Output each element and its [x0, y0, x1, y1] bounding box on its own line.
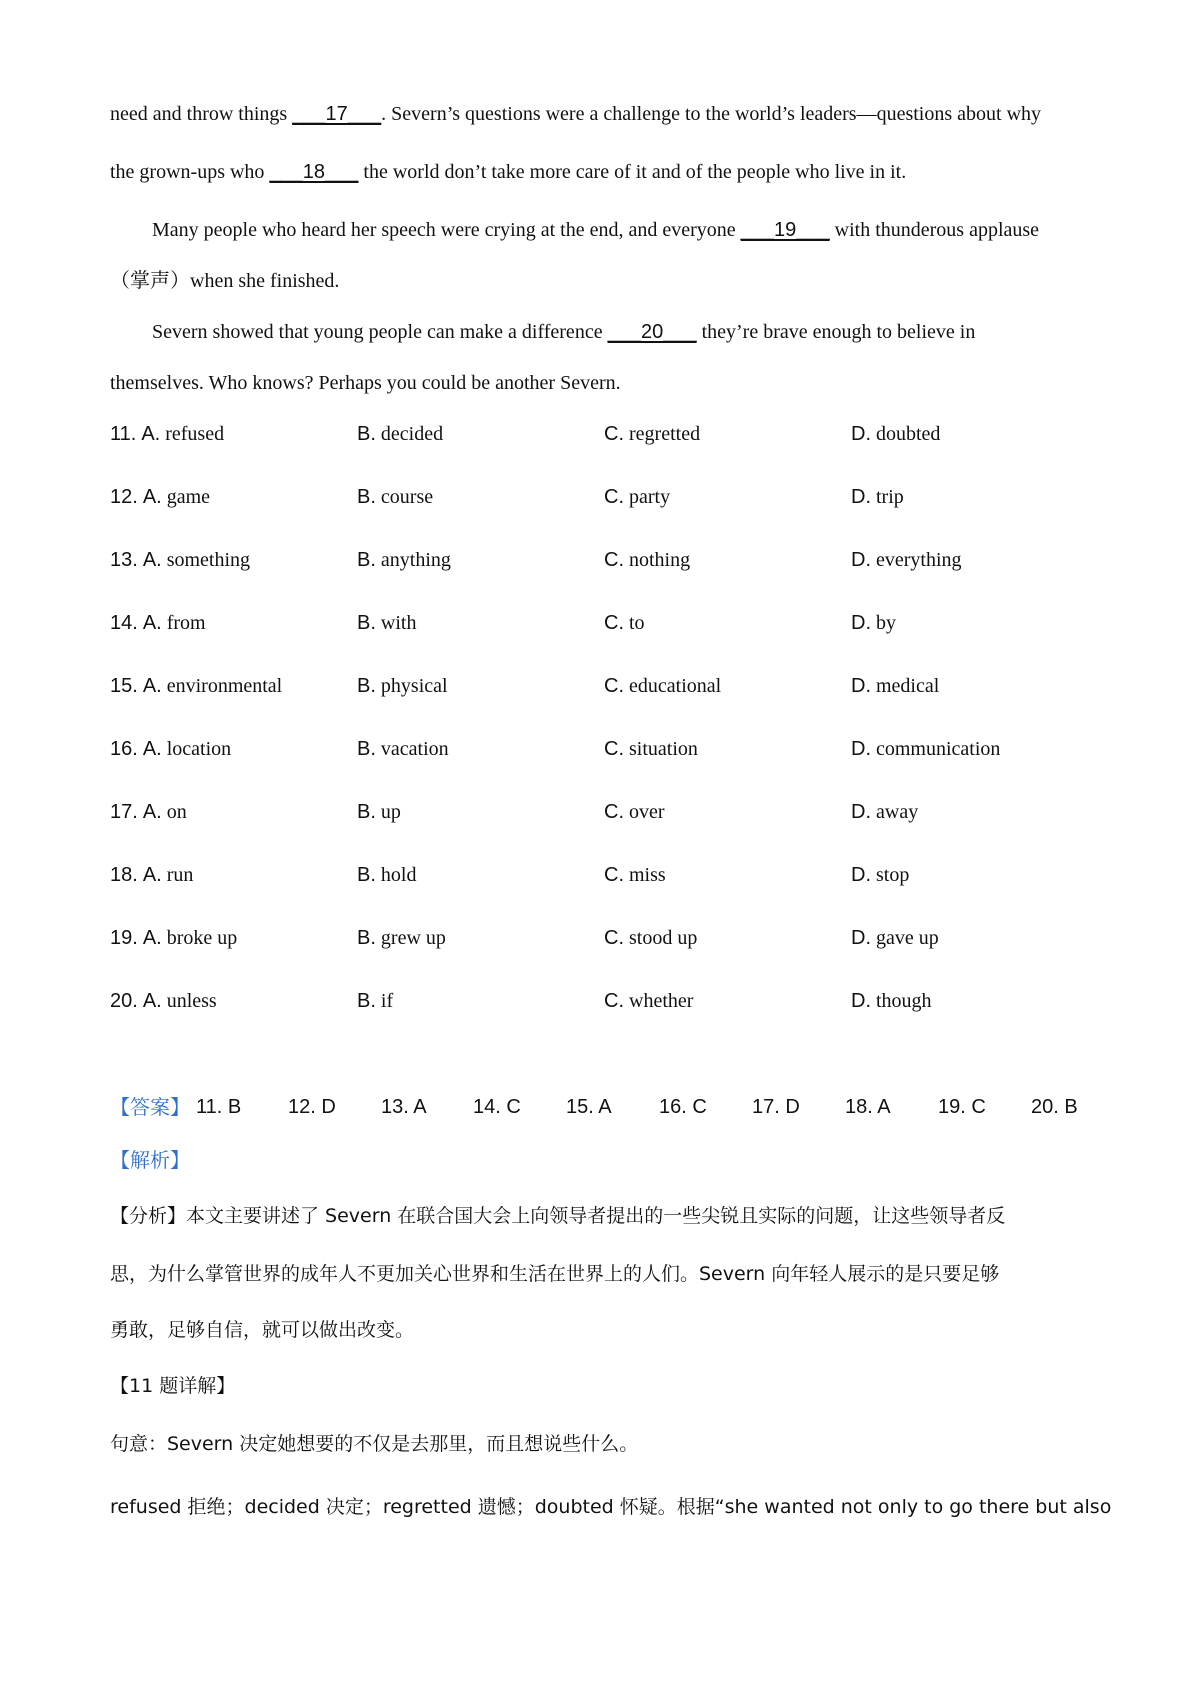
- option-text: stood up: [629, 927, 698, 949]
- option-text: nothing: [629, 549, 691, 571]
- question-row: [110, 924, 1110, 952]
- question-row: [110, 546, 1110, 574]
- option-letter: C.: [604, 864, 624, 886]
- option-text: over: [629, 801, 665, 823]
- answer-item: 13. A: [381, 1096, 427, 1118]
- option-c: [604, 546, 690, 574]
- answer-item: 19. C: [938, 1096, 986, 1118]
- option-text: party: [629, 486, 671, 508]
- option-letter: A.: [142, 927, 162, 949]
- question-number: 15.: [110, 675, 138, 697]
- option-text: communication: [876, 738, 1001, 760]
- option-text: educational: [629, 675, 722, 697]
- option-letter: B.: [357, 486, 376, 508]
- analysis-text: 勇敢，足够自信，就可以做出改变。: [110, 1319, 415, 1341]
- answer-item: 12. D: [288, 1096, 336, 1118]
- option-letter: A.: [142, 801, 162, 823]
- answer-item: 15. A: [566, 1096, 612, 1118]
- option-a: [110, 798, 187, 826]
- sentence-meaning: 句意：Severn 决定她想要的不仅是去那里，而且想说些什么。: [110, 1433, 639, 1455]
- option-letter: D.: [851, 486, 871, 508]
- passage-line: [110, 266, 339, 295]
- option-a: [110, 483, 210, 511]
- option-text: run: [166, 864, 194, 886]
- question-number: 16.: [110, 738, 138, 760]
- option-a: [110, 546, 250, 574]
- option-c: [604, 924, 697, 952]
- option-letter: D.: [851, 738, 871, 760]
- option-text: gave up: [876, 927, 939, 949]
- passage-text: with thunderous applause: [829, 219, 1040, 241]
- option-b: [357, 609, 416, 637]
- option-letter: B.: [357, 675, 376, 697]
- question-number: 13.: [110, 549, 138, 571]
- option-letter: C.: [604, 738, 624, 760]
- option-a: [110, 924, 237, 952]
- option-letter: B.: [357, 990, 376, 1012]
- option-text: something: [166, 549, 251, 571]
- option-text: anything: [380, 549, 451, 571]
- question-number: 17.: [110, 801, 138, 823]
- option-text: refused: [165, 423, 225, 445]
- option-c: [604, 420, 700, 448]
- option-letter: B.: [357, 423, 376, 445]
- passage-line: [110, 100, 1041, 128]
- passage-text: the grown-ups who: [110, 161, 270, 183]
- option-text: decided: [380, 423, 444, 445]
- question-row: [110, 609, 1110, 637]
- option-letter: A.: [142, 612, 162, 634]
- option-text: everything: [876, 549, 962, 571]
- option-letter: C.: [604, 423, 624, 445]
- option-text: stop: [876, 864, 910, 886]
- passage-text: Severn showed that young people can make a difference: [152, 321, 608, 343]
- option-b: [357, 546, 451, 574]
- option-letter: D.: [851, 864, 871, 886]
- option-d: [851, 672, 939, 700]
- passage-line: [110, 158, 906, 186]
- option-b: [357, 924, 446, 952]
- option-b: [357, 861, 416, 889]
- passage-text: Many people who heard her speech were crying at the end, and everyone: [152, 219, 741, 241]
- option-letter: B.: [357, 801, 376, 823]
- option-text: physical: [380, 675, 448, 697]
- option-c: [604, 987, 693, 1015]
- analysis-text: 思，为什么掌管世界的成年人不更加关心世界和生活在世界上的人们。Severn 向年轻人展示的是只要足够: [110, 1263, 1000, 1285]
- option-text: if: [380, 990, 394, 1012]
- analysis-text: 【分析】本文主要讲述了 Severn 在联合国大会上向领导者提出的一些尖锐且实际的问题，让这些领导者反: [110, 1205, 1006, 1227]
- option-d: [851, 546, 962, 574]
- question-number: 11.: [110, 423, 137, 445]
- passage-line: [152, 318, 975, 346]
- option-letter: A.: [142, 864, 162, 886]
- option-letter: D.: [851, 549, 871, 571]
- option-d: [851, 420, 940, 448]
- detail-title: 【11 题详解】: [110, 1375, 236, 1397]
- option-d: [851, 924, 939, 952]
- passage-text: . Severn’s questions were a challenge to the world’s leaders—questions about why: [381, 103, 1042, 125]
- option-d: [851, 483, 904, 511]
- option-letter: C.: [604, 549, 624, 571]
- option-d: [851, 798, 918, 826]
- option-b: [357, 672, 448, 700]
- option-b: [357, 735, 449, 763]
- answer-item: 20. B: [1031, 1096, 1078, 1118]
- passage-text: when she finished.: [190, 270, 340, 292]
- question-row: [110, 672, 1110, 700]
- question-row: [110, 420, 1110, 448]
- option-c: [604, 672, 721, 700]
- passage-text-cn: （掌声）: [110, 268, 190, 292]
- question-number: 20.: [110, 990, 138, 1012]
- option-c: [604, 609, 645, 637]
- option-text: course: [380, 486, 434, 508]
- question-row: [110, 483, 1110, 511]
- option-letter: B.: [357, 612, 376, 634]
- option-c: [604, 735, 698, 763]
- option-c: [604, 483, 670, 511]
- option-d: [851, 735, 1000, 763]
- option-text: with: [380, 612, 417, 634]
- option-a: [110, 420, 224, 448]
- blank-19: ___19___: [740, 219, 830, 241]
- option-letter: A.: [141, 423, 161, 445]
- option-d: [851, 861, 909, 889]
- option-text: miss: [629, 864, 666, 886]
- analysis-label: 【解析】: [110, 1148, 190, 1172]
- option-c: [604, 798, 665, 826]
- option-text: medical: [876, 675, 940, 697]
- passage-text: themselves. Who knows? Perhaps you could be another Severn.: [110, 372, 621, 394]
- blank-17: ___17___: [292, 103, 382, 125]
- option-text: away: [876, 801, 919, 823]
- question-row: [110, 861, 1110, 889]
- option-a: [110, 861, 193, 889]
- option-b: [357, 420, 443, 448]
- option-text: hold: [380, 864, 417, 886]
- option-text: from: [166, 612, 206, 634]
- option-text: by: [876, 612, 896, 634]
- option-text: situation: [629, 738, 698, 760]
- option-letter: D.: [851, 801, 871, 823]
- option-text: grew up: [380, 927, 446, 949]
- option-letter: D.: [851, 990, 871, 1012]
- passage-line: [152, 216, 1039, 244]
- option-letter: B.: [357, 927, 376, 949]
- option-letter: A.: [142, 738, 162, 760]
- passage-text: the world don’t take more care of it and of the people who live in it.: [358, 161, 907, 183]
- option-letter: D.: [851, 927, 871, 949]
- option-b: [357, 798, 401, 826]
- answer-row: [110, 1092, 1110, 1122]
- option-b: [357, 483, 433, 511]
- option-text: up: [380, 801, 401, 823]
- answer-item: 18. A: [845, 1096, 891, 1118]
- option-letter: B.: [357, 738, 376, 760]
- answer-item: 16. C: [659, 1096, 707, 1118]
- option-a: [110, 735, 231, 763]
- option-text: environmental: [166, 675, 283, 697]
- word-explanation: refused 拒绝；decided 决定；regretted 遗憾；doubted 怀疑。根据“she wanted not only to go there but also: [110, 1496, 1112, 1518]
- question-number: 14.: [110, 612, 138, 634]
- passage-text: need and throw things: [110, 103, 293, 125]
- option-letter: D.: [851, 423, 871, 445]
- option-b: [357, 987, 393, 1015]
- option-letter: B.: [357, 549, 376, 571]
- option-c: [604, 861, 666, 889]
- passage-line: [110, 369, 621, 397]
- option-text: trip: [876, 486, 904, 508]
- option-d: [851, 987, 932, 1015]
- option-letter: C.: [604, 801, 624, 823]
- answer-item: 17. D: [752, 1096, 800, 1118]
- passage-text: they’re brave enough to believe in: [696, 321, 976, 343]
- question-number: 19.: [110, 927, 138, 949]
- option-letter: C.: [604, 675, 624, 697]
- option-text: location: [166, 738, 232, 760]
- option-a: [110, 987, 217, 1015]
- option-letter: A.: [142, 675, 162, 697]
- answer-item: 11. B: [196, 1096, 242, 1118]
- question-number: 12.: [110, 486, 138, 508]
- answer-label: 【答案】: [110, 1095, 190, 1119]
- option-letter: B.: [357, 864, 376, 886]
- option-text: though: [876, 990, 932, 1012]
- question-row: [110, 735, 1110, 763]
- blank-20: ___20___: [607, 321, 697, 343]
- option-text: regretted: [629, 423, 701, 445]
- question-number: 18.: [110, 864, 138, 886]
- question-row: [110, 798, 1110, 826]
- option-text: vacation: [380, 738, 449, 760]
- option-text: broke up: [166, 927, 238, 949]
- option-letter: D.: [851, 675, 871, 697]
- option-text: game: [166, 486, 211, 508]
- option-letter: C.: [604, 990, 624, 1012]
- option-letter: A.: [142, 486, 162, 508]
- option-text: doubted: [876, 423, 941, 445]
- option-letter: C.: [604, 486, 624, 508]
- option-letter: C.: [604, 927, 624, 949]
- option-text: on: [166, 801, 187, 823]
- option-d: [851, 609, 896, 637]
- blank-18: ___18___: [269, 161, 359, 183]
- option-letter: A.: [142, 549, 162, 571]
- option-text: to: [629, 612, 645, 634]
- question-row: [110, 987, 1110, 1015]
- option-letter: C.: [604, 612, 624, 634]
- option-a: [110, 609, 206, 637]
- option-letter: D.: [851, 612, 871, 634]
- option-a: [110, 672, 282, 700]
- option-text: unless: [166, 990, 217, 1012]
- option-letter: A.: [142, 990, 162, 1012]
- answer-item: 14. C: [473, 1096, 521, 1118]
- option-text: whether: [629, 990, 694, 1012]
